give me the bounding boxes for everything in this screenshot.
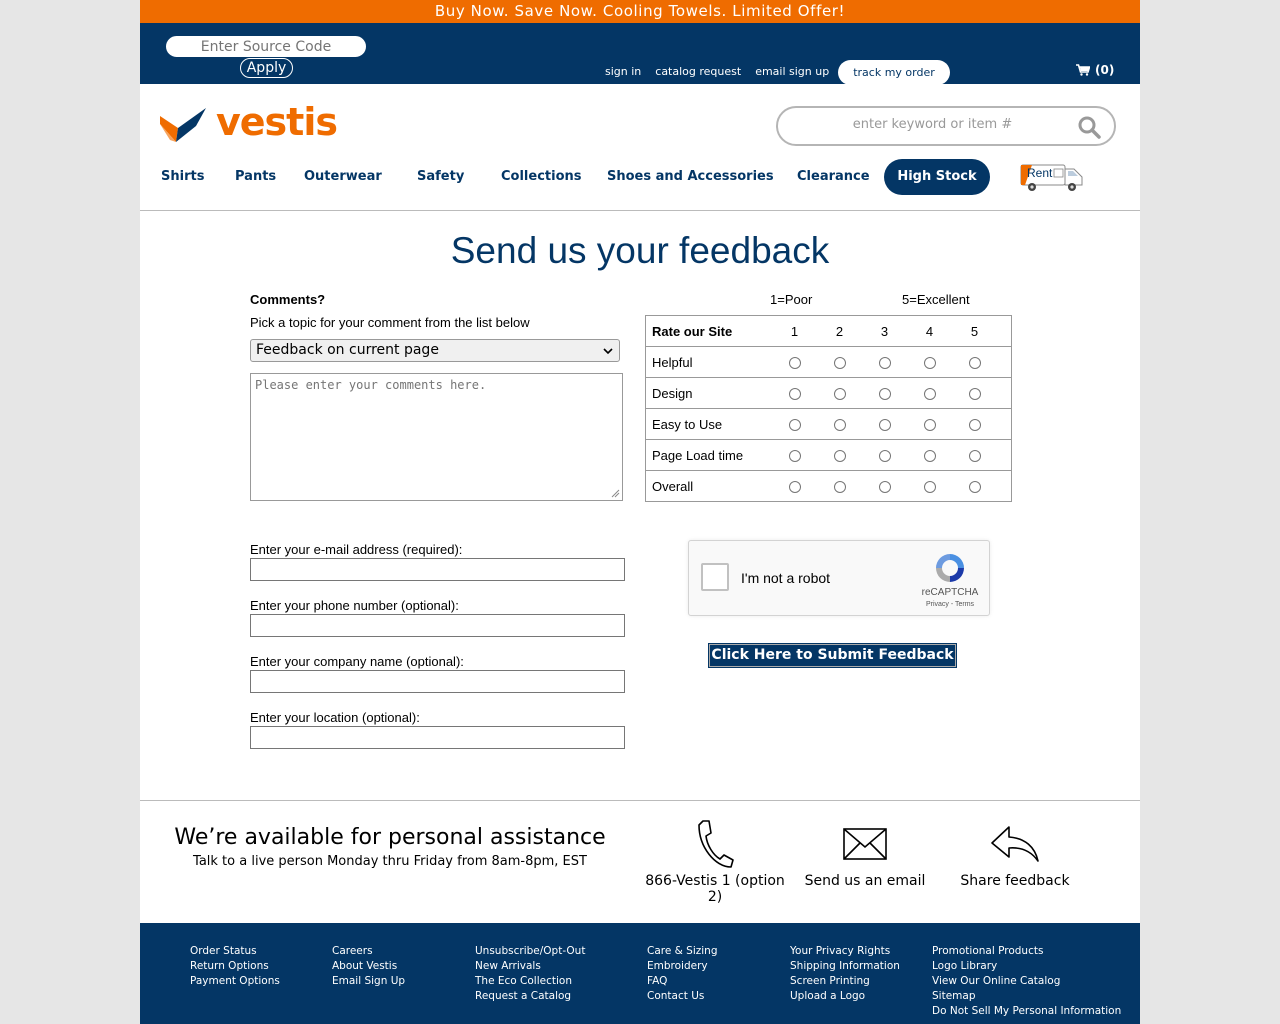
rating-radio[interactable] xyxy=(789,357,801,369)
footer-link[interactable]: The Eco Collection xyxy=(475,975,572,987)
phone-field[interactable] xyxy=(250,614,625,637)
nav-collections[interactable]: Collections xyxy=(501,169,582,184)
phone-number: 866-Vestis 1 (option 2) xyxy=(645,873,785,905)
footer-link[interactable]: Do Not Sell My Personal Information xyxy=(932,1005,1122,1017)
rating-radio[interactable] xyxy=(969,388,981,400)
scale-5: 5 xyxy=(970,323,979,339)
scale-1: 1 xyxy=(790,323,799,339)
footer-link[interactable]: View Our Online Catalog xyxy=(932,975,1061,987)
email-us-label: Send us an email xyxy=(804,873,926,889)
rating-header-row xyxy=(646,316,1012,347)
company-field[interactable] xyxy=(250,670,625,693)
nav-clearance[interactable]: Clearance xyxy=(797,169,870,184)
recaptcha-terms-link[interactable]: Privacy - Terms xyxy=(925,601,975,608)
phone-label: Enter your phone number (optional): xyxy=(250,598,459,613)
nav-safety[interactable]: Safety xyxy=(417,169,465,184)
vestis-logo[interactable] xyxy=(160,102,337,142)
footer-link[interactable]: Screen Printing xyxy=(790,975,870,987)
rating-radio[interactable] xyxy=(924,481,936,493)
cart-count: (0) xyxy=(1095,63,1115,77)
footer-link[interactable]: Shipping Information xyxy=(790,960,900,972)
rating-radio[interactable] xyxy=(969,481,981,493)
rating-radio[interactable] xyxy=(879,357,891,369)
footer-link[interactable]: FAQ xyxy=(647,975,668,987)
phone-icon xyxy=(693,819,737,869)
location-label: Enter your location (optional): xyxy=(250,710,420,725)
company-label: Enter your company name (optional): xyxy=(250,654,464,669)
rating-radio[interactable] xyxy=(879,481,891,493)
nav-shirts[interactable]: Shirts xyxy=(161,169,205,184)
utility-links xyxy=(605,65,843,78)
email-sign-up-link[interactable]: email sign up xyxy=(755,65,830,78)
footer-link[interactable]: Contact Us xyxy=(647,990,705,1002)
footer-column xyxy=(647,944,718,1004)
rating-radio[interactable] xyxy=(834,388,846,400)
page xyxy=(140,0,1140,1024)
rating-radio[interactable] xyxy=(789,450,801,462)
rent-label: Rent xyxy=(1027,166,1053,180)
logo-wordmark: vestis xyxy=(216,100,337,144)
scale-2: 2 xyxy=(835,323,844,339)
rating-poor-label: 1=Poor xyxy=(770,292,813,307)
rating-radio[interactable] xyxy=(834,481,846,493)
email-contact[interactable] xyxy=(790,819,940,889)
recaptcha-brand: reCAPTCHA xyxy=(921,587,979,598)
resize-grip-icon[interactable] xyxy=(611,489,620,498)
footer-link[interactable]: Promotional Products xyxy=(932,945,1044,957)
topic-select[interactable] xyxy=(250,339,620,362)
nav-high-stock[interactable]: High Stock xyxy=(884,159,990,195)
rating-table xyxy=(645,315,1012,502)
footer-column xyxy=(932,944,1121,1019)
site-header xyxy=(140,84,1140,211)
scale-4: 4 xyxy=(925,323,934,339)
assistance-section xyxy=(140,800,1140,923)
rating-radio[interactable] xyxy=(969,419,981,431)
share-feedback[interactable] xyxy=(940,819,1090,889)
rating-radio[interactable] xyxy=(924,450,936,462)
rating-radio[interactable] xyxy=(879,419,891,431)
topic-selected-value: Feedback on current page xyxy=(256,342,439,358)
rating-radio[interactable] xyxy=(924,388,936,400)
footer-link[interactable]: Email Sign Up xyxy=(332,975,406,987)
location-field[interactable] xyxy=(250,726,625,749)
rating-row-overall xyxy=(646,471,1012,502)
rating-radio[interactable] xyxy=(969,357,981,369)
envelope-icon xyxy=(842,819,888,869)
email-field[interactable] xyxy=(250,558,625,581)
recaptcha-label: I'm not a robot xyxy=(741,570,831,586)
rent-link[interactable] xyxy=(1020,163,1084,198)
footer-column xyxy=(790,944,900,1004)
footer-link[interactable]: Your Privacy Rights xyxy=(790,945,891,957)
rating-excellent-label: 5=Excellent xyxy=(902,292,970,307)
rating-label: Design xyxy=(646,378,773,409)
promo-banner[interactable]: Buy Now. Save Now. Cooling Towels. Limited Offer! xyxy=(140,0,1140,23)
search-input[interactable] xyxy=(798,116,1067,133)
search-icon[interactable] xyxy=(1077,115,1101,139)
rating-radio[interactable] xyxy=(879,450,891,462)
rating-radio[interactable] xyxy=(834,357,846,369)
footer-column xyxy=(332,944,405,989)
main-nav xyxy=(140,159,1140,195)
footer-link[interactable]: Logo Library xyxy=(932,960,998,972)
rating-row-page-load xyxy=(646,440,1012,471)
rating-radio[interactable] xyxy=(789,419,801,431)
recaptcha-icon xyxy=(933,551,967,585)
rating-radio[interactable] xyxy=(879,388,891,400)
cart-button[interactable] xyxy=(1076,63,1114,77)
footer-link[interactable]: Unsubscribe/Opt-Out xyxy=(475,945,586,957)
rating-label: Page Load time xyxy=(646,440,773,471)
footer-link[interactable]: New Arrivals xyxy=(475,960,541,972)
footer-link[interactable]: Upload a Logo xyxy=(790,990,866,1002)
nav-outerwear[interactable]: Outerwear xyxy=(304,169,382,184)
footer-link[interactable]: Payment Options xyxy=(190,975,280,987)
reply-arrow-icon xyxy=(989,819,1041,869)
rating-label: Easy to Use xyxy=(646,409,773,440)
search-box xyxy=(776,106,1116,146)
recaptcha-checkbox[interactable] xyxy=(701,563,729,591)
catalog-request-link[interactable]: catalog request xyxy=(655,65,742,78)
comments-heading: Comments? xyxy=(250,292,326,307)
rating-header: Rate our Site xyxy=(652,323,733,339)
source-code-input[interactable] xyxy=(166,36,366,57)
email-label: Enter your e-mail address (required): xyxy=(250,542,463,557)
cart-icon xyxy=(1076,64,1090,76)
recaptcha-widget xyxy=(688,540,990,616)
footer-link[interactable]: Sitemap xyxy=(932,990,976,1002)
rating-radio[interactable] xyxy=(834,450,846,462)
top-utility-bar xyxy=(140,23,1140,84)
footer-link[interactable]: Return Options xyxy=(190,960,269,972)
sign-in-link[interactable]: sign in xyxy=(605,65,642,78)
rating-radio[interactable] xyxy=(789,481,801,493)
assistance-heading: We’re available for personal assistance xyxy=(174,825,606,850)
footer-column xyxy=(475,944,585,1004)
nav-pants[interactable]: Pants xyxy=(235,169,277,184)
phone-contact[interactable] xyxy=(640,819,790,905)
vestis-logo-icon xyxy=(160,108,208,142)
comments-textarea[interactable] xyxy=(250,373,623,501)
rating-label: Overall xyxy=(646,471,773,502)
share-feedback-label: Share feedback xyxy=(960,873,1070,889)
rating-radio[interactable] xyxy=(924,357,936,369)
rent-van-icon xyxy=(1020,163,1084,193)
rating-row-helpful xyxy=(646,347,1012,378)
rating-row-design xyxy=(646,378,1012,409)
submit-feedback-button[interactable]: Click Here to Submit Feedback xyxy=(709,644,956,667)
rating-radio[interactable] xyxy=(969,450,981,462)
footer-column xyxy=(190,944,280,989)
footer-link[interactable]: Embroidery xyxy=(647,960,708,972)
footer-link[interactable]: About Vestis xyxy=(332,960,398,972)
chevron-down-icon xyxy=(603,341,613,361)
footer-link[interactable]: Order Status xyxy=(190,945,257,957)
site-footer xyxy=(140,923,1140,1024)
rating-label: Helpful xyxy=(646,347,773,378)
rating-radio[interactable] xyxy=(924,419,936,431)
track-order-button[interactable]: track my order xyxy=(838,60,950,85)
apply-button[interactable]: Apply xyxy=(240,58,293,78)
footer-link[interactable]: Care & Sizing xyxy=(647,945,718,957)
rating-radio[interactable] xyxy=(834,419,846,431)
rating-radio[interactable] xyxy=(789,388,801,400)
footer-link[interactable]: Careers xyxy=(332,945,373,957)
page-title: Send us your feedback xyxy=(450,230,830,271)
nav-shoes-accessories[interactable]: Shoes and Accessories xyxy=(607,169,774,184)
topic-instruction: Pick a topic for your comment from the list below xyxy=(250,315,530,330)
assistance-subheading: Talk to a live person Monday thru Friday from 8am-8pm, EST xyxy=(193,854,587,869)
footer-link[interactable]: Request a Catalog xyxy=(475,990,572,1002)
scale-3: 3 xyxy=(880,323,889,339)
rating-row-easy-to-use xyxy=(646,409,1012,440)
